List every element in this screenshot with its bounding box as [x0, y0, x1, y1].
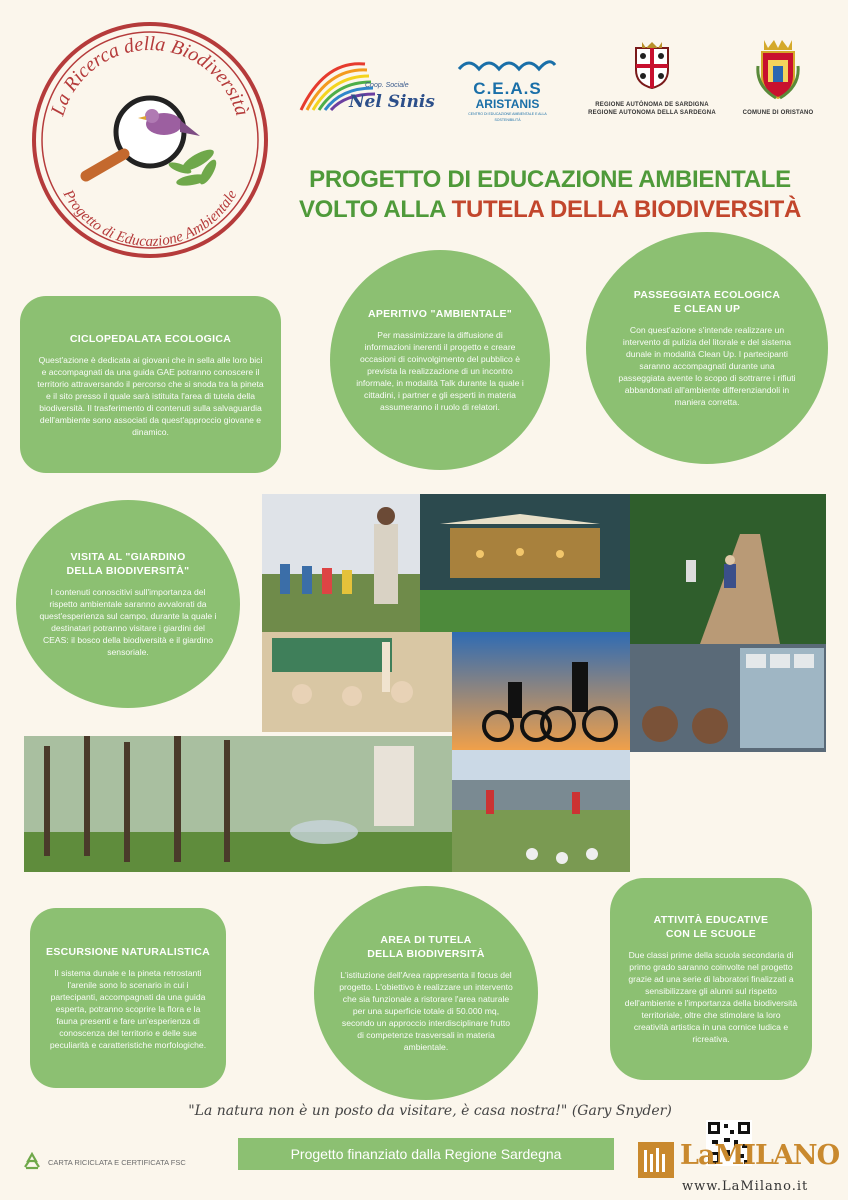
photo-pine-cleanup — [24, 736, 452, 872]
recycle-icon — [22, 1152, 42, 1172]
nelsinis-logo — [295, 50, 435, 120]
activity-text: Due classi prime della scuola secondaria di primo grado saranno coinvolte nel progetto grazie ad una serie di laboratori finalizzati a sensibilizzare gli alunni sul rispetto dell'ambiente e l'importanza della biodiversità territoriale, oltre che stimolare la loro creatività artistica in una cornice ludica e ricreativa. — [624, 950, 798, 1044]
activity-title: VISITA AL "GIARDINO DELLA BIODIVERSITÀ" — [66, 551, 190, 577]
activity-title: AREA DI TUTELA DELLA BIODIVERSITÀ — [367, 934, 485, 960]
activity-text: Il sistema dunale e la pineta retrostanti l'arenile sono lo scenario in cui i partecipanti, accompagnati da una guida esperta, potranno scoprire la flora e la fauna presenti e fare un'esperienza di conoscenza del territorio e delle sue peculiarità e caratteristiche morfologiche. — [49, 968, 207, 1050]
ceas-logo — [455, 55, 560, 125]
page-title — [240, 165, 848, 225]
comune-logo — [738, 36, 818, 122]
activity-text: L'istituzione dell'Area rappresenta il focus del progetto. L'obiettivo è realizzare un intervento che sia funzionale a ristorare l'area naturale per una superficie totale di 50.000 mq, secondo un approccio interdisciplinare frutto di competenze trasversali in materia ambientale. — [339, 970, 513, 1052]
activity-scuole — [610, 878, 812, 1080]
activity-title: CICLOPEDALATA ECOLOGICA — [69, 332, 232, 345]
fsc-text: CARTA RICICLATA E CERTIFICATA FSC — [48, 1157, 186, 1167]
quote: "La natura non è un posto da visitare, è casa nostra!" (Gary Snyder) — [188, 1103, 672, 1119]
regione-line2: REGIONE AUTONOMA DELLA SARDEGNA — [588, 110, 716, 116]
activity-title: ESCURSIONE NATURALISTICA — [46, 946, 210, 958]
seal-bottom-text: Progetto di Educazione Ambientale — [59, 187, 241, 250]
regione-line1: REGIONE AUTÒNOMA DE SARDIGNA — [595, 102, 709, 108]
lamilano-mark — [638, 1142, 674, 1178]
activity-area — [314, 886, 538, 1100]
comune-name: COMUNE DI ORISTANO — [742, 110, 814, 116]
activity-title: APERITIVO "AMBIENTALE" — [367, 308, 513, 320]
nelsinis-small: Coop. Sociale — [365, 82, 409, 89]
project-seal-logo — [30, 20, 270, 260]
seal-top-text: La Ricerca della Biodiversità — [46, 32, 254, 119]
activity-text: Con quest'azione s'intende realizzare un intervento di pulizia del litorale e del sistema dunale in modalità Clean Up. I partecipanti saranno accompagnati durante una passeggiata avente lo scopo di sottrarre i rifiuti abbandonati all'ambiente differenziandoli in maniera corretta. — [618, 325, 796, 407]
lamilano-url[interactable]: www.LaMilano.it — [682, 1179, 809, 1194]
title-line2b: TUTELA DELLA BIODIVERSITÀ — [451, 196, 802, 223]
activity-text: I contenuti conoscitivi sull'importanza del rispetto ambientale saranno avvalorati da quest'esperienza sul campo, durante la quale i destinatari potranno visitare i giardini del CEAS: il bosco della biodiversità e il giardino sensoriale. — [39, 587, 217, 657]
activity-title: PASSEGGIATA ECOLOGICA E CLEAN UP — [633, 289, 781, 315]
ceas-name: C.E.A.S — [473, 79, 542, 98]
title-line1: PROGETTO DI EDUCAZIONE AMBIENTALE — [309, 166, 791, 193]
activity-aperitivo — [330, 250, 550, 470]
photo-classroom — [262, 632, 452, 732]
ceas-tiny: CENTRO DI EDUCAZIONE AMBIENTALE E ALLA SOSTENIBILITÀ — [468, 112, 547, 122]
photo-cyclists-path — [630, 494, 826, 644]
lamilano-brand — [636, 1138, 846, 1198]
activity-ciclopedalata — [20, 296, 281, 473]
photo-garden-group — [452, 750, 630, 872]
funded-banner: Progetto finanziato dalla Regione Sardegna — [238, 1138, 614, 1170]
activity-passeggiata — [586, 232, 828, 464]
activity-escursione — [30, 908, 226, 1088]
activity-title: ATTIVITÀ EDUCATIVE CON LE SCUOLE — [653, 914, 769, 940]
lamilano-name[interactable]: LaMILANO — [680, 1140, 840, 1171]
nelsinis-name: Nel Sinis — [349, 92, 435, 112]
photo-aperitivo-venue — [420, 494, 630, 632]
title-line2a: VOLTO ALLA — [298, 196, 452, 223]
ceas-sub: ARISTANIS — [475, 97, 540, 111]
activity-visita — [16, 500, 240, 708]
photo-museum-visit — [630, 644, 826, 752]
svg-text:Progetto di Educazione Ambient — [59, 187, 240, 251]
activity-text: Quest'azione è dedicata ai giovani che in sella alle loro bici e accompagnati da una guida GAE potranno conoscere il territorio attraversando il percorso che si snoda tra la pineta e il sito presso il quale sarà istituita l'area di tutela della biodiversità. Il trasferimento di contenuti sulla salvaguardia dell'ambiente sono associati da quest'approccio giovane e dinamico. — [37, 354, 264, 437]
regione-logo — [582, 40, 722, 120]
photo-kids-outdoor — [262, 494, 420, 632]
photo-bike-silhouettes — [452, 632, 630, 750]
fsc-note — [22, 1152, 186, 1172]
sardinia-crest-icon — [632, 40, 672, 90]
activity-text: Per massimizzare la diffusione di informazioni inerenti il progetto e creare occasioni di coinvolgimento del pubblico è prevista la realizzazione di un incontro informale, in modalità Talk durante la quale i cittadini, i partner e gli esperti in materia assumeranno il ruolo di relatori. — [356, 330, 524, 412]
oristano-crest-icon — [756, 36, 800, 100]
